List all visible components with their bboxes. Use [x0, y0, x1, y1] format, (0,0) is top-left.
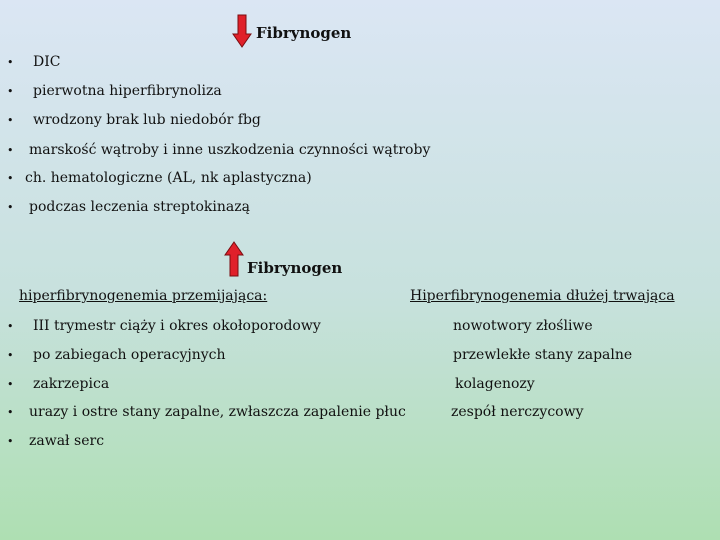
section2-title: Fibrynogen: [247, 259, 343, 277]
bullet: •: [7, 85, 14, 98]
bullet: •: [7, 172, 14, 185]
list-item: po zabiegach operacyjnych: [33, 347, 226, 363]
list-item: urazy i ostre stany zapalne, zwłaszcza zapalenie płuc: [29, 404, 406, 420]
list-item: nowotwory złośliwe: [453, 318, 593, 334]
list-item: ch. hematologiczne (AL, nk aplastyczna): [25, 170, 312, 186]
bullet: •: [7, 349, 14, 362]
list-item: zespół nerczycowy: [451, 404, 584, 420]
list-item: pierwotna hiperfibrynoliza: [33, 83, 222, 99]
bullet: •: [7, 435, 14, 448]
list-item: DIC: [33, 54, 61, 70]
bullet: •: [7, 114, 14, 127]
bullet: •: [7, 406, 14, 419]
bullet: •: [7, 201, 14, 214]
list-item: zakrzepica: [33, 376, 110, 392]
list-item: wrodzony brak lub niedobór fbg: [33, 112, 261, 128]
bullet: •: [7, 144, 14, 157]
down-arrow-icon: [232, 14, 252, 48]
list-item: przewlekłe stany zapalne: [453, 347, 633, 363]
right-column-heading: Hiperfibrynogenemia dłużej trwająca: [410, 288, 675, 304]
left-column-heading: hiperfibrynogenemia przemijająca:: [19, 288, 268, 304]
bullet: •: [7, 56, 14, 69]
up-arrow-icon: [224, 241, 244, 277]
list-item: podczas leczenia streptokinazą: [29, 199, 250, 215]
list-item: kolagenozy: [455, 376, 535, 392]
list-item: marskość wątroby i inne uszkodzenia czynności wątroby: [29, 142, 431, 158]
bullet: •: [7, 378, 14, 391]
bullet: •: [7, 320, 14, 333]
list-item: III trymestr ciąży i okres okołoporodowy: [33, 318, 321, 334]
section1-title: Fibrynogen: [256, 24, 352, 42]
list-item: zawał serc: [29, 433, 105, 449]
